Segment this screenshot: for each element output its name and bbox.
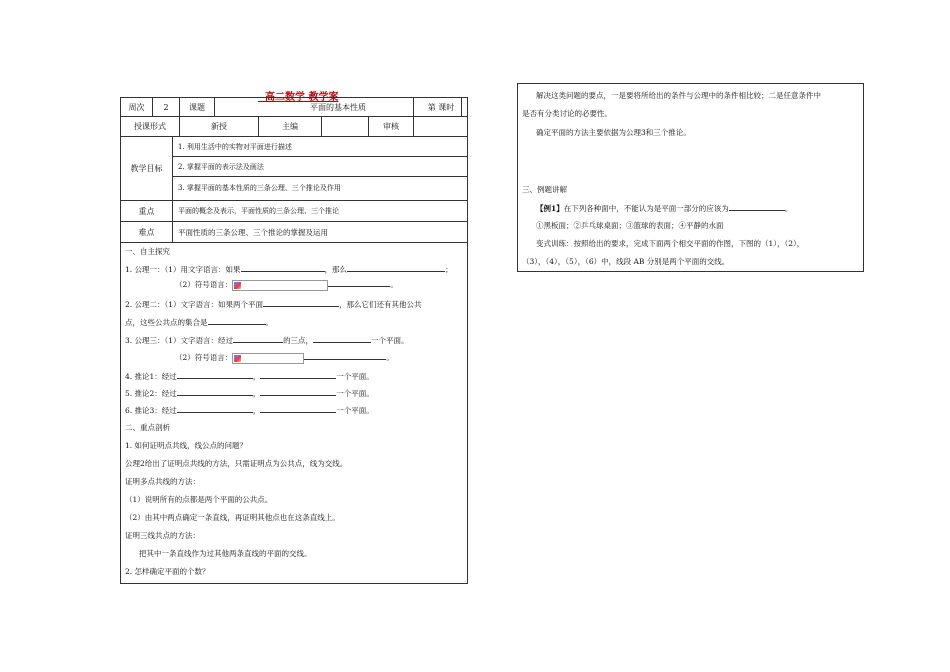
- paragraph: 证明多点共线的方法：: [125, 477, 200, 486]
- image-placeholder-icon: [232, 353, 304, 364]
- goal-item: 1. 利用生活中的实物对平面进行描述: [173, 137, 467, 157]
- paragraph: 解决这类问题的要点，一是要将所给出的条件与公理中的条件相比较；二是任意条件中: [536, 91, 821, 100]
- axiom2-cont: 点，这些公共点的集合是 。: [125, 318, 273, 327]
- question: 2. 怎样确定平面的个数？: [125, 567, 210, 576]
- axiom3-symbol: （2）符号语言： 。: [175, 353, 394, 362]
- period-label: 第 课时: [413, 98, 468, 116]
- paragraph: 把其中一条直线作为过其他两条直线的平面的交线。: [139, 549, 312, 558]
- corollary3: 6. 推论3：经过 ， 一个平面。: [125, 406, 374, 415]
- right-panel: [517, 83, 864, 272]
- paragraph: 变式训练：按照给出的要求，完成下面两个相交平面的作图，下图的（1），（2），: [536, 239, 805, 248]
- form-value: 新授: [180, 117, 259, 136]
- paragraph: （3），（4），（5），（6）中，线段 AB 分别是两个平面的交线。: [522, 257, 730, 266]
- key-row: [121, 201, 467, 222]
- difficulty-text: 平面性质的三条公理、三个推论的掌握及运用: [178, 227, 328, 237]
- goal-item: 3. 掌握平面的基本性质的三条公理、三个推论及作用: [178, 184, 341, 192]
- goals-row: [121, 137, 467, 201]
- week-value: 2: [153, 98, 180, 116]
- section-heading: 三、例题讲解: [522, 185, 567, 194]
- axiom1-text: 1. 公理一：（1）用文字语言：如果 ，那么 ；: [125, 265, 453, 274]
- paragraph: 确定平面的方法主要依据为公理3和三个推论。: [536, 128, 691, 137]
- lead-value: [322, 117, 369, 136]
- difficulty-row: [121, 222, 467, 243]
- corollary2: 5. 推论2：经过 ， 一个平面。: [125, 389, 374, 398]
- week-label: 周次: [121, 98, 153, 116]
- topic-label: 课题: [180, 98, 215, 116]
- paragraph: 是否有分类讨论的必要性。: [522, 109, 612, 118]
- lead-label: 主编: [259, 117, 322, 136]
- paragraph: （1）说明所有的点都是两个平面的公共点。: [125, 495, 273, 504]
- example-options: ①黑板面；②乒乓球桌面；③篮球的表面；④平静的水面: [536, 221, 724, 230]
- question: 1. 如何证明点共线，线公点的问题？: [125, 441, 248, 450]
- key-text: 平面的概念及表示，平面性质的三条公理、三个推论: [178, 207, 339, 215]
- axiom2-text: 2. 公理二：（1）文字语言：如果两个平面 ，那么它们还有其他公共: [125, 300, 422, 309]
- topic-value: 平面的基本性质: [215, 98, 462, 116]
- example-question: 【例1】在下列各种面中，不能认为是平面一部分的应该为 。: [536, 204, 793, 213]
- axiom3-text: 3. 公理三：（1）文字语言：经过 的三点， 一个平面。: [125, 336, 409, 345]
- goal-item: 2. 掌握平面的表示法及画法: [173, 157, 467, 177]
- review-label: 审核: [369, 117, 414, 136]
- form-label: 授课形式: [121, 117, 180, 136]
- header-row-1: [121, 98, 467, 117]
- header-row-2: [121, 117, 467, 137]
- page-title: 高二数学 教学案: [258, 92, 339, 103]
- paragraph: 公理2给出了证明点共线的方法，只需证明点为公共点，线为交线。: [125, 459, 348, 468]
- section-heading: 一、自主探究: [125, 247, 170, 256]
- paragraph: （2）由其中两点确定一条直线，再证明其他点也在这条直线上。: [125, 513, 340, 522]
- difficulty-label: 难点: [121, 222, 173, 242]
- key-label: 重点: [121, 201, 173, 221]
- paragraph: 证明三线共点的方法：: [125, 531, 200, 540]
- lesson-table: [120, 97, 468, 584]
- goals-label: 教学目标: [121, 137, 173, 200]
- corollary1: 4. 推论1：经过 ， 一个平面。: [125, 372, 374, 381]
- axiom1-symbol: （2）符号语言： 。: [175, 280, 398, 289]
- image-placeholder-icon: [232, 280, 328, 291]
- section-heading: 二、重点剖析: [125, 423, 170, 432]
- review-value: [414, 117, 467, 136]
